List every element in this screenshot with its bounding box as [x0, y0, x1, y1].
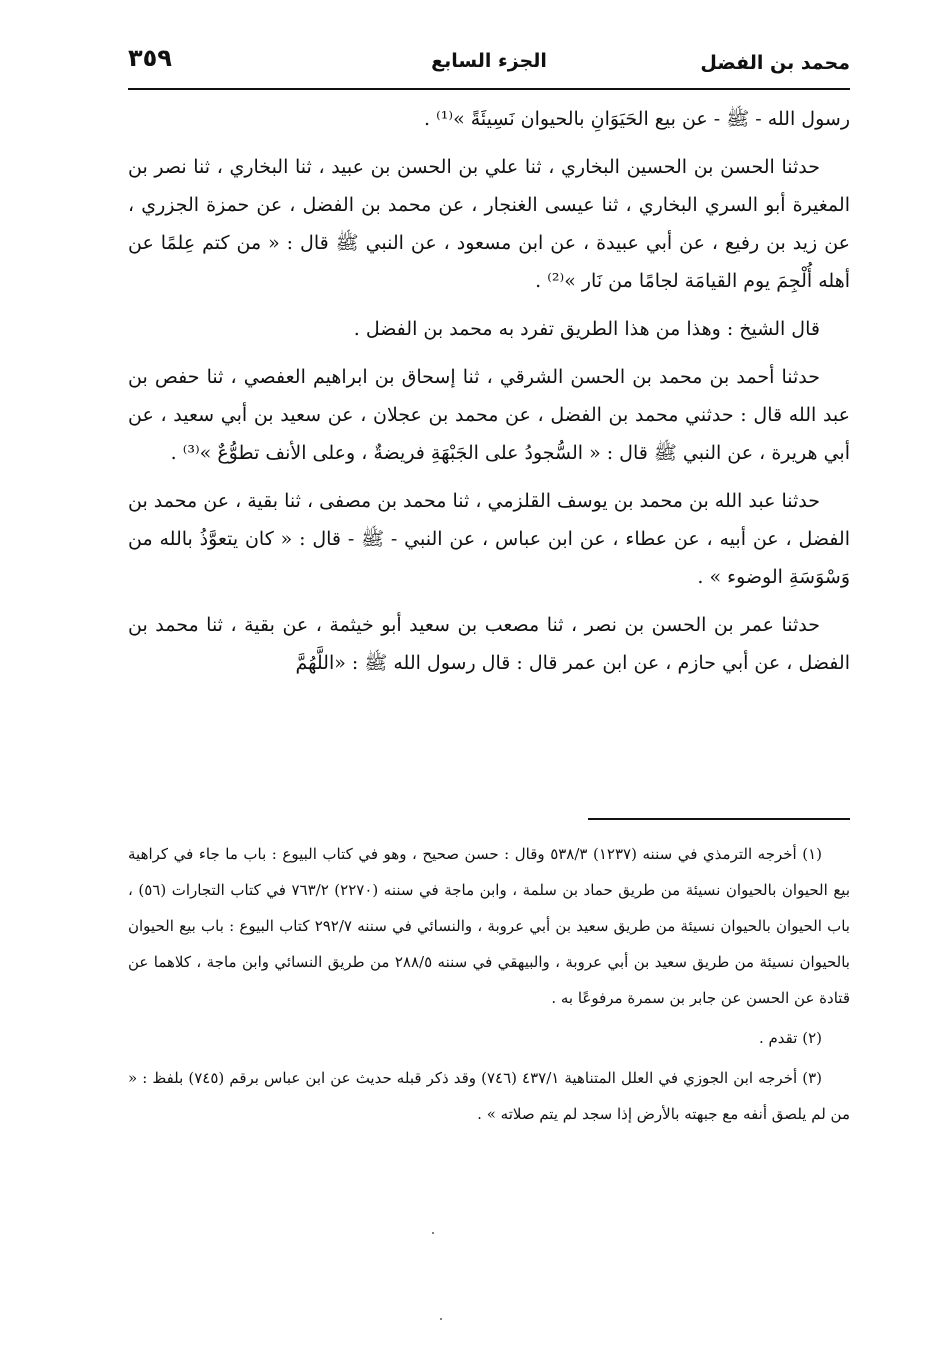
- footnote-3: (٣) أخرجه ابن الجوزي في العلل المتناهية ٤٣٧/١ (٧٤٦) وقد ذكر قبله حديث عن ابن عباس برقم (٧٤٥) بلفظ : « من لم يلصق أنفه مع جبهته بالأرض إذا سجد لم يتم صلاته » .: [128, 1069, 850, 1123]
- footnote-1: (١) أخرجه الترمذي في سننه (١٢٣٧) ٥٣٨/٣ وقال : حسن صحيح ، وهو في كتاب البيوع : باب ما جاء في كراهية بيع الحيوان بالحيوان نسيئة من طريق حماد بن سلمة ، وابن ماجة في سننه (٢٢٧٠) ٧٦٣/٢ في كتاب التجارات (٥٦) ، باب الحيوان بالحيوان نسيئة من طريق سعيد بن أبي عروبة ، والنسائي في سننه ٢٩٢/٧ كتاب البيوع : باب بيع الحيوان بالحيوان نسيئة من طريق سعيد بن أبي عروبة ، والبيهقي في سننه ٢٨٨/٥ من طريق النسائي وابن ماجة ، كلاهما عن قتادة عن الحسن عن جابر بن سمرة مرفوعًا به .: [128, 845, 851, 1007]
- chapter-title: محمد بن الفضل: [700, 52, 850, 74]
- paragraph-5: حدثنا عبد الله بن محمد بن يوسف القلزمي ، ثنا محمد بن مصفى ، ثنا بقية ، عن محمد بن الفضل ، عن أبيه ، عن عطاء ، عن ابن عباس ، عن النبي - ﷺ - قال : « كان يتعوَّذُ بالله من وَسْوَسَةِ الوضوء » .: [128, 490, 850, 588]
- header-divider: [128, 88, 850, 90]
- paragraph-3: قال الشيخ : وهذا من هذا الطريق تفرد به محمد بن الفضل .: [353, 318, 820, 340]
- running-header: [128, 44, 850, 84]
- volume-title: الجزء السابع: [431, 50, 547, 72]
- scan-speck: [432, 1232, 434, 1234]
- main-text: [128, 100, 850, 682]
- paragraph-4: حدثنا أحمد بن محمد بن الحسن الشرقي ، ثنا إسحاق بن ابراهيم العفصي ، ثنا حفص بن عبد الله قال : حدثني محمد بن الفضل ، عن محمد بن عجلان ، عن سعيد بن أبي سعيد ، عن أبي هريرة ، عن النبي ﷺ قال : « السُّجودُ على الجَبْهَةِ فريضةٌ ، وعلى الأنف تطوُّعٌ »⁽³⁾ .: [128, 366, 850, 464]
- paragraph-2: حدثنا الحسن بن الحسين البخاري ، ثنا علي بن الحسن بن عبيد ، ثنا البخاري ، ثنا نصر بن المغيرة أبو السري البخاري ، ثنا عيسى الغنجار ، عن محمد بن الفضل ، عن حمزة الجزري ، عن زيد بن رفيع ، عن أبي عبيدة ، عن ابن مسعود ، عن النبي ﷺ قال : « من كتم عِلمًا عن أهله أُلْجِمَ يوم القيامَة لجامًا من نَار »⁽²⁾ .: [128, 156, 850, 292]
- footnotes: [128, 836, 850, 1132]
- footnote-divider: [588, 818, 850, 820]
- page-number: ٣٥٩: [128, 44, 172, 72]
- scan-speck: [440, 1318, 442, 1320]
- footnote-2: (٢) تقدم .: [758, 1029, 822, 1047]
- paragraph-1: رسول الله - ﷺ - عن بيع الحَيَوَانِ بالحيوان نَسِيئَةً »⁽¹⁾ .: [424, 108, 850, 130]
- paragraph-6: حدثنا عمر بن الحسن بن نصر ، ثنا مصعب بن سعيد أبو خيثمة ، عن بقية ، ثنا محمد بن الفضل ، عن أبي حازم ، عن ابن عمر قال : قال رسول الله ﷺ : «اللَّهُمَّ: [128, 614, 850, 674]
